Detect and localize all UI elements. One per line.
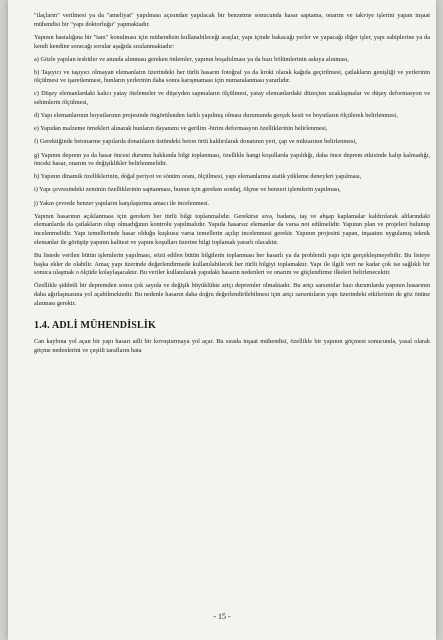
paragraph-intro: "ilaçların" verilmesi ya da "ameliyat" yapılması açısından yapılacak bir benzetme sonucunda hasar saptama, onarım ve takviye işlerini yapan inşaat mühendisi bir "yapı doktorluğu" yapmaktadır. <box>34 12 430 28</box>
page-number: - 15 - <box>213 612 231 621</box>
list-item-b: b) Taşıyıcı ve taşıyıcı olmayan elemanların üzerindeki her türlü hasarın fotoğraf ya da kroki olarak kağıda geçirilmesi, çatlakların genişliği ve yerlerinin ölçülmesi ve işaretlenmesi, bunların yerlerinin daha sonra karışmaması için numaralanması yararlıdır. <box>34 68 430 85</box>
page-content <box>34 12 430 360</box>
list-item-c: c) Düşey elemanlardaki kalıcı yatay ötelemeler ve düşeyden sapmaların ölçülmesi, yatay elemanlardaki düzeçten uzaklaşmalar ve düşey deformasyon ve sehimlerin ölçülmesi, <box>34 90 430 107</box>
list-item-g: g) Yapının deprem ya da hasar öncesi durumu hakkında bilgi toplanması, özellikle hangi koşullarda yapıldığı, daha önce deprem etkisinde kalıp kalmadığı, önceki hasar, onarım ve değişiklikler belirlenmelidir. <box>34 151 430 168</box>
list-item-e: e) Yapıdan malzeme örnekleri alınarak bunların dayanımı ve gerilim -birim deformasyon özelliklerinin belirlenmesi, <box>34 125 328 133</box>
paragraph-aftershocks: Özellikle şiddetli bir depremden sonra çok sayıda ve değişik büyüklükte artçı depremler olmaktadır. Bu artçı sarsıntılar bazı durumlarda yapının hasarının daha ağırlaşmasına yol açabilmektedir. Bu nedenle hasarın daha doğru değerlendirilebilmesi için artçı sarsıntıların yapı üzerindeki etkilerinin de göz önüne alınması gerekir. <box>34 282 430 307</box>
paragraph-information-gathering: Yapının hasarının açıklanması için gereken her türlü bilgi toplanmalıdır. Gerekirse sıva, badana, taş ve ahşap kaplamalar kaldırılarak altlarındaki elemanlarda da çatlakların olup olmadığının kontrolu yapılmalıdır. Yapıda hasarsız elemanlar da varsa not edilmelidir. Yapının plan ve projeleri bulunup incelenmelidir. Yapı temellerinde hasar olduğu kuşkusu varsa temellerin açılıp incelenmesi gerekir. Yapının projesini yapan, inşaatını uygulamış teknik elemanlar ile görüşüp yapının kalitesi ve yapım koşulları üzerine bilgi toplamak yararlı olacaktır. <box>34 212 430 246</box>
document-page <box>8 0 436 640</box>
paragraph-diagnosis: Yapının hastalığına bir "tanı" konulması için mühendisin kullanabileceği araçlar, yapı içinde bakacağı yerler ve yapacağı diğer işler, yapı sahiplerine ya da kendi kendine soracağı sorular aşağıda sıralanmaktadır: <box>34 33 430 50</box>
paragraph-forensic: Can kaybına yol açan bir yapı hasarı adli bir kovuşturmaya yol açar. Bu sırada inşaat mühendisi, özellikle bir yapının göçmesi sonucunda, yasal olarak göçme nedenlerini ve çeşitli tarafların hata <box>34 338 430 355</box>
list-item-i: i) Yapı çevresindeki zeminin özelliklerinin saptanması, bunun için gereken sondaj, ölçme ve benzeri işlemlerin yapılması, <box>34 186 341 194</box>
paragraph-list-scope: Bu listede verilen bütün işlemlerin yapılması, sözü edilen bütün bilgilerin toplanması her hasarlı ya da problemli yapı için gerçekleşmeyebilir. Bu listeye başka ekler de olabilir. Amaç yapı üzerinde değerlendirmede kullanılabilecek her türlü bilgiyi toplamaktır. Yapı ile ilgili veri ne kadar çok ise sağlıklı bir sonuca ulaşmak o ölçüde kolaylaşacaktır. Bu veriler kullanılarak yapıdaki hasarın nedenleri ve onarım ve güçlendirme ilkeleri belirlenecektir. <box>34 251 430 277</box>
list-item-f: f) Gerektiğinde betonarme yapılarda donatıların üstündeki beton örtü kaldırılarak donatının yeri, çap ve miktarının belirlenmesi, <box>34 138 357 146</box>
section-title: 1.4. ADLİ MÜHENDİSLİK <box>34 320 156 332</box>
list-item-a: a) Gözle yapılan tesbitler ve anında alınması gereken önlemler, yapının boşaltılması ya da bazı bölümlerinin askıya alınması, <box>34 55 349 63</box>
list-item-h: h) Yapının dinamik özelliklerinin, doğal periyot ve sönüm oranı, ölçülmesi, yapı elemanlarına statik yükleme deneyleri yapılması, <box>34 173 362 181</box>
list-item-d: d) Yapı elemanlarının boyutlarının projesinde öngörülenden farklı yapılmış olması durumunda gerçek kesit ve boyutların ölçülerek belirlenmesi, <box>34 112 398 120</box>
list-item-j: j) Yakın çevrede benzer yapıların karşılaştırma amacı ile incelenmesi. <box>34 199 210 207</box>
